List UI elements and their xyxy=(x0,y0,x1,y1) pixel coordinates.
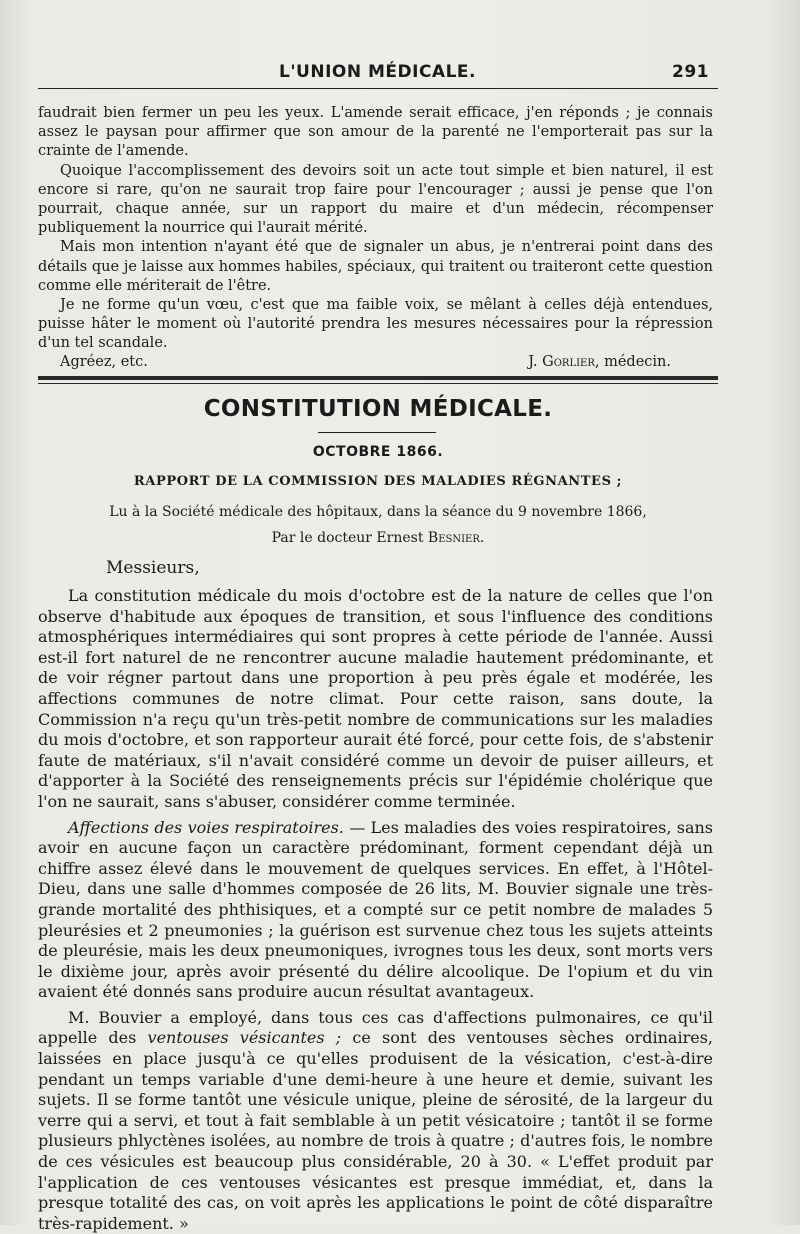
body-paragraph: La constitution médicale du mois d'octobre est de la nature de celles que l'on observe d'habitude aux époques de transition, et sous l'influence des conditions atmosphériques intermédiaires qui sont propres à cette période de l'année. Aussi est-il fort naturel de ne rencontrer aucune maladie hautement prédominante, et de voir régner partout dans une proportion à peu près égale et modérée, les affections communes de notre climat. Pour cette raison, sans doute, la Commission n'a reçu qu'un très-petit nombre de communications sur les maladies du mois d'octobre, et son rapporteur aurait été forcé, pour cette fois, de s'abstenir faute de matériaux, s'il n'avait considéré comme un devoir de puiser ailleurs, et d'apporter à la Société des renseignements précis sur l'épidémie cholérique que l'on ne saurait, sans s'abuser, considérer comme terminée. xyxy=(38,586,713,811)
section-divider-thin xyxy=(38,383,718,384)
section-title: CONSTITUTION MÉDICALE. xyxy=(203,396,553,422)
paragraph-text: ce sont des ventouses sèches ordinaires, laissées en place jusqu'à ce qu'elles produisent de la vésication, c'est-à-dire pendant un temps variable d'une demi-heure à une heure et demie, suivant les sujets. Il se forme tantôt une vésicule unique, pleine de sérosité, de la largeur du verre qui a servi, et tout à fait semblable à un petit vésicatoire ; tantôt il se forme plusieurs phlyctènes isolées, au nombre de trois à quatre ; d'autres fois, le nombre de ces vésicules est beaucoup plus considérable, 20 à 30. « L'effet produit par l'application de ces ventouses vésicantes est presque immédiat, et, dans la presque totalité des cas, on voit après les applications le point de côté disparaître très-rapidement. » xyxy=(38,1028,714,1233)
signature-title: , médecin. xyxy=(594,353,671,370)
letter-paragraph: Quoique l'accomplissement des devoirs soit un acte tout simple et bien naturel, il est encore si rare, qu'on ne saurait trop faire pour l'encourager ; aussi je pense que l'on pourrait, chaque année, sur un rapport du maire et d'un médecin, récompenser publiquement la nourrice qui l'aurait mérité. xyxy=(38,162,713,237)
closing-formula: Agréez, etc. xyxy=(60,353,148,370)
byline xyxy=(38,530,718,546)
byline-prefix: Par le docteur Ernest xyxy=(271,530,428,546)
byline-suffix: . xyxy=(479,530,485,546)
section-divider-thick xyxy=(38,376,718,380)
report-body xyxy=(38,586,713,1234)
section-month: OCTOBRE 1866. xyxy=(312,444,444,460)
body-paragraph xyxy=(38,818,713,1003)
letter-signature-line xyxy=(38,354,713,374)
header-rule xyxy=(38,88,718,89)
author-name: Besnier xyxy=(427,530,480,546)
letter-paragraph: faudrait bien fermer un peu les yeux. L'amende serait efficace, j'en réponds ; je connais assez le paysan pour affirmer que son amour de la parenté ne l'emporterait pas sur la crainte de l'amende. xyxy=(38,105,713,160)
paragraph-text: M. Bouvier a employé, dans tous ces cas d'affections pulmonaires, ce qu'il appelle des xyxy=(38,1007,713,1048)
paragraph-text: — Les maladies des voies respiratoires, sans avoir en aucune façon un caractère prédominant, forment cependant déjà un chiffre assez élevé dans le mouvement de quelques services. En effet, à l'Hôtel-Dieu, dans une salle d'hommes composée de 26 lits, M. Bouvier signale une très-grande mortalité des phthisiques, et a compté sur ce petit nombre de malades 5 pleurésies et 2 pneumonies ; la guérison est survenue chez tous les sujets atteints de pleurésie, mais les deux pneumoniques, ivrognes tous les deux, sont morts vers le dixième jour, après avoir présenté du délire alcoolique. De l'opium et du vin avaient été donnés sans produire aucun résultat avantageux. xyxy=(38,817,713,1002)
letter-paragraph: Mais mon intention n'ayant été que de signaler un abus, je n'entrerai point dans des détails que je laisse aux hommes habiles, spéciaux, qui traitent ou traiteront cette question comme elle mériterait de l'être. xyxy=(38,239,713,294)
read-note: Lu à la Société médicale des hôpitaux, dans la séance du 9 novembre 1866, xyxy=(109,504,647,520)
running-header xyxy=(40,60,715,84)
salutation: Messieurs, xyxy=(106,558,200,578)
body-paragraph xyxy=(38,1008,713,1234)
subsection-heading: Affections des voies respiratoires. xyxy=(68,817,344,837)
signature xyxy=(528,354,671,370)
title-underline xyxy=(318,432,436,433)
report-title: RAPPORT DE LA COMMISSION DES MALADIES RÉGNANTES ; xyxy=(133,474,623,489)
page-number: 291 xyxy=(672,62,709,82)
italic-term: ventouses vésicantes ; xyxy=(147,1028,342,1048)
letter-paragraph: Je ne forme qu'un vœu, c'est que ma faible voix, se mêlant à celles déjà entendues, puisse hâter le moment où l'autorité prendra les mesures nécessaires pour la répression d'un tel scandale. xyxy=(38,297,713,352)
signature-name: J. Gorlier xyxy=(528,353,595,370)
journal-title: L'UNION MÉDICALE. xyxy=(279,62,476,82)
letter-text xyxy=(38,104,713,374)
